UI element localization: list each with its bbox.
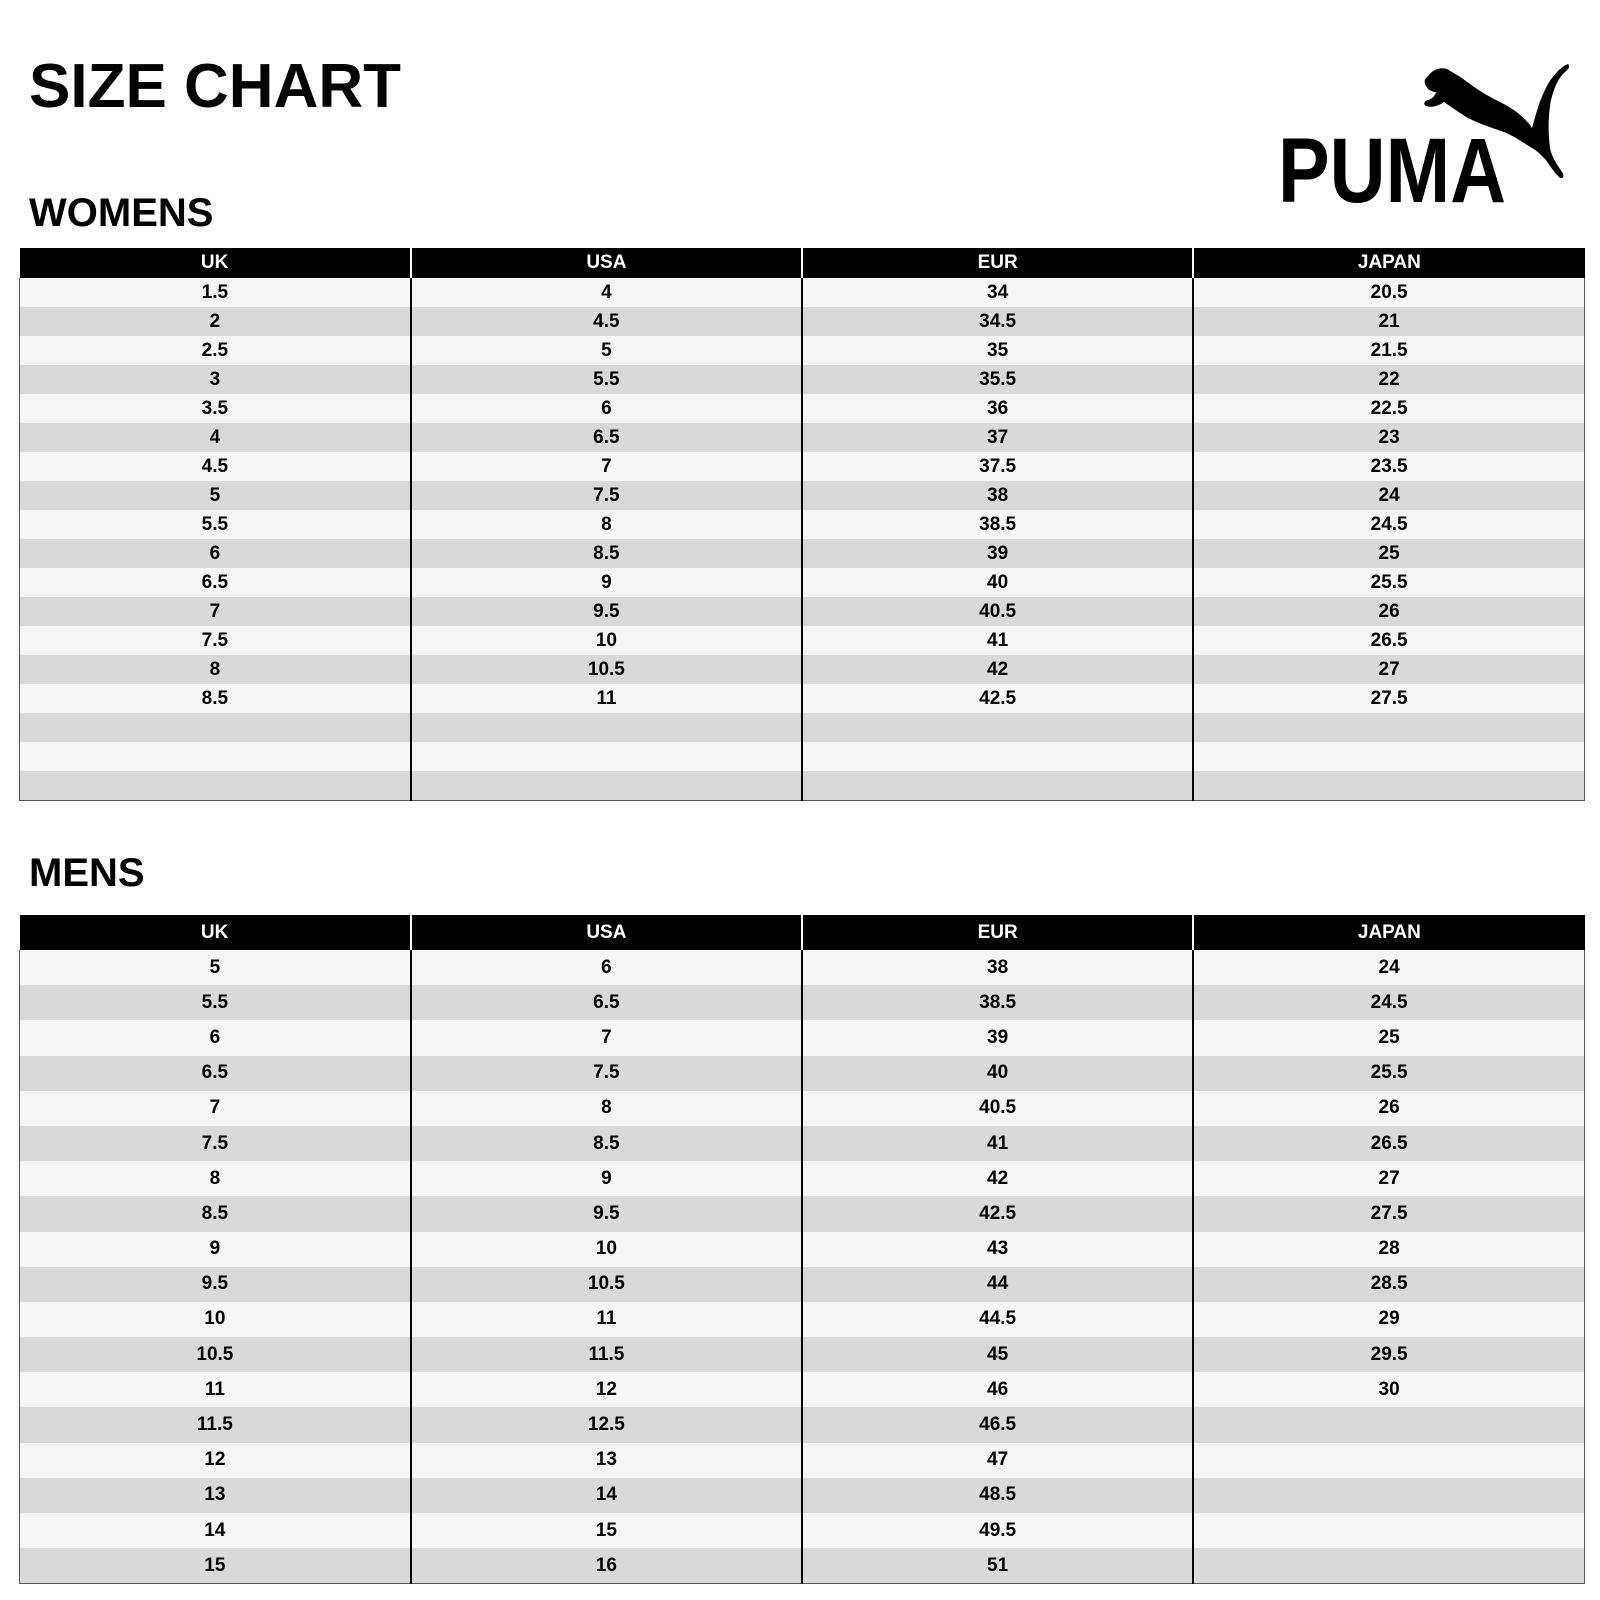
size-cell-usa: 14 <box>411 1478 802 1513</box>
size-cell-uk: 15 <box>20 1548 411 1583</box>
size-cell-uk: 8.5 <box>20 1196 411 1231</box>
size-cell-eur: 35 <box>802 336 1193 365</box>
size-cell-eur <box>802 771 1193 800</box>
size-cell-japan: 25 <box>1193 539 1584 568</box>
puma-logo <box>1278 62 1570 212</box>
size-cell-eur: 41 <box>802 1126 1193 1161</box>
size-cell-japan: 25.5 <box>1193 568 1584 597</box>
table-row <box>20 568 1585 597</box>
size-cell-japan: 21.5 <box>1193 336 1584 365</box>
size-cell-uk: 4 <box>20 423 411 452</box>
size-cell-eur: 43 <box>802 1232 1193 1267</box>
size-cell-uk <box>20 713 411 742</box>
size-cell-usa: 5.5 <box>411 365 802 394</box>
size-cell-uk: 11 <box>20 1372 411 1407</box>
size-cell-eur: 37.5 <box>802 452 1193 481</box>
table-row <box>20 1337 1585 1372</box>
size-cell-uk: 6.5 <box>20 568 411 597</box>
table-row <box>20 985 1585 1020</box>
size-cell-usa: 9.5 <box>411 597 802 626</box>
size-cell-eur: 44 <box>802 1267 1193 1302</box>
size-cell-japan: 22 <box>1193 365 1584 394</box>
table-row <box>20 1126 1585 1161</box>
size-cell-usa: 11 <box>411 1302 802 1337</box>
size-cell-usa: 4 <box>411 278 802 307</box>
table-row <box>20 278 1585 307</box>
mens-size-table <box>19 915 1585 1584</box>
size-cell-uk: 6 <box>20 1020 411 1055</box>
size-cell-uk <box>20 742 411 771</box>
size-cell-usa: 4.5 <box>411 307 802 336</box>
table-row <box>20 307 1585 336</box>
size-cell-usa: 11.5 <box>411 1337 802 1372</box>
size-cell-japan: 23.5 <box>1193 452 1584 481</box>
table-row <box>20 1091 1585 1126</box>
size-cell-uk: 8 <box>20 1161 411 1196</box>
column-header: EUR <box>802 248 1193 278</box>
size-cell-uk: 8.5 <box>20 684 411 713</box>
size-cell-usa: 9 <box>411 568 802 597</box>
size-cell-eur: 40.5 <box>802 597 1193 626</box>
size-cell-uk: 4.5 <box>20 452 411 481</box>
size-cell-uk: 5.5 <box>20 510 411 539</box>
size-cell-japan: 29 <box>1193 1302 1584 1337</box>
size-cell-japan: 28.5 <box>1193 1267 1584 1302</box>
table-row <box>20 742 1585 771</box>
size-cell-eur: 34 <box>802 278 1193 307</box>
size-cell-japan <box>1193 742 1584 771</box>
table-row <box>20 1056 1585 1091</box>
size-cell-uk: 3 <box>20 365 411 394</box>
table-row <box>20 655 1585 684</box>
size-cell-uk: 9.5 <box>20 1267 411 1302</box>
page-title: SIZE CHART <box>29 52 401 121</box>
size-cell-usa: 8 <box>411 1091 802 1126</box>
table-row <box>20 713 1585 742</box>
table-header-row <box>20 915 1585 950</box>
size-cell-usa: 16 <box>411 1548 802 1583</box>
table-row <box>20 1196 1585 1231</box>
table-row <box>20 684 1585 713</box>
size-cell-uk: 7.5 <box>20 626 411 655</box>
size-cell-japan: 26 <box>1193 597 1584 626</box>
mens-table-body <box>20 950 1585 1583</box>
size-cell-japan: 30 <box>1193 1372 1584 1407</box>
size-cell-uk: 8 <box>20 655 411 684</box>
size-cell-usa: 6.5 <box>411 985 802 1020</box>
table-row <box>20 1267 1585 1302</box>
size-cell-japan: 26.5 <box>1193 626 1584 655</box>
size-cell-usa: 10 <box>411 626 802 655</box>
table-row <box>20 365 1585 394</box>
size-cell-uk: 13 <box>20 1478 411 1513</box>
table-row <box>20 510 1585 539</box>
table-row <box>20 1443 1585 1478</box>
size-cell-eur: 34.5 <box>802 307 1193 336</box>
table-row <box>20 1372 1585 1407</box>
size-cell-japan <box>1193 1407 1584 1442</box>
size-cell-usa: 6 <box>411 394 802 423</box>
size-cell-uk: 7.5 <box>20 1126 411 1161</box>
size-cell-uk: 7 <box>20 1091 411 1126</box>
size-cell-japan: 27.5 <box>1193 1196 1584 1231</box>
size-cell-eur: 38.5 <box>802 985 1193 1020</box>
size-cell-uk: 10.5 <box>20 1337 411 1372</box>
size-cell-uk <box>20 771 411 800</box>
size-cell-eur: 39 <box>802 539 1193 568</box>
size-cell-eur: 46 <box>802 1372 1193 1407</box>
size-cell-uk: 5.5 <box>20 985 411 1020</box>
size-cell-uk: 1.5 <box>20 278 411 307</box>
column-header: JAPAN <box>1193 248 1584 278</box>
size-cell-eur: 37 <box>802 423 1193 452</box>
size-cell-japan: 22.5 <box>1193 394 1584 423</box>
column-header: JAPAN <box>1193 915 1584 950</box>
size-cell-eur: 44.5 <box>802 1302 1193 1337</box>
womens-table-body <box>20 278 1585 800</box>
table-row <box>20 771 1585 800</box>
table-row <box>20 1302 1585 1337</box>
size-cell-eur: 38.5 <box>802 510 1193 539</box>
table-row <box>20 394 1585 423</box>
table-row <box>20 950 1585 985</box>
size-cell-japan: 24.5 <box>1193 510 1584 539</box>
size-cell-uk: 9 <box>20 1232 411 1267</box>
size-cell-japan: 26 <box>1193 1091 1584 1126</box>
table-row <box>20 1232 1585 1267</box>
column-header: USA <box>411 915 802 950</box>
size-cell-usa: 8.5 <box>411 539 802 568</box>
size-cell-usa: 9 <box>411 1161 802 1196</box>
table-row <box>20 1407 1585 1442</box>
size-cell-uk: 2 <box>20 307 411 336</box>
size-cell-usa: 10 <box>411 1232 802 1267</box>
table-row <box>20 452 1585 481</box>
table-row <box>20 336 1585 365</box>
table-row <box>20 539 1585 568</box>
size-cell-usa: 6.5 <box>411 423 802 452</box>
size-cell-usa <box>411 771 802 800</box>
womens-heading: WOMENS <box>29 191 214 235</box>
size-cell-eur: 36 <box>802 394 1193 423</box>
size-cell-eur: 42.5 <box>802 1196 1193 1231</box>
size-cell-japan: 24 <box>1193 481 1584 510</box>
size-cell-eur: 45 <box>802 1337 1193 1372</box>
table-row <box>20 1513 1585 1548</box>
size-cell-japan: 24 <box>1193 950 1584 985</box>
column-header: USA <box>411 248 802 278</box>
size-cell-japan: 25 <box>1193 1020 1584 1055</box>
table-row <box>20 423 1585 452</box>
size-cell-usa: 8 <box>411 510 802 539</box>
size-cell-usa: 13 <box>411 1443 802 1478</box>
size-cell-japan: 21 <box>1193 307 1584 336</box>
size-cell-japan <box>1193 771 1584 800</box>
size-cell-uk: 3.5 <box>20 394 411 423</box>
size-cell-eur: 46.5 <box>802 1407 1193 1442</box>
size-cell-eur: 40.5 <box>802 1091 1193 1126</box>
size-cell-eur: 49.5 <box>802 1513 1193 1548</box>
size-cell-usa: 7.5 <box>411 1056 802 1091</box>
size-cell-usa: 10.5 <box>411 1267 802 1302</box>
size-cell-japan: 27.5 <box>1193 684 1584 713</box>
size-cell-japan <box>1193 1478 1584 1513</box>
table-header-row <box>20 248 1585 278</box>
size-cell-japan: 20.5 <box>1193 278 1584 307</box>
size-cell-usa: 12 <box>411 1372 802 1407</box>
size-cell-uk: 10 <box>20 1302 411 1337</box>
size-cell-japan: 27 <box>1193 655 1584 684</box>
brand-wordmark: PUMA <box>1278 120 1506 212</box>
size-cell-usa <box>411 713 802 742</box>
size-cell-eur <box>802 713 1193 742</box>
mens-heading: MENS <box>29 851 145 895</box>
size-cell-eur: 47 <box>802 1443 1193 1478</box>
size-cell-eur: 35.5 <box>802 365 1193 394</box>
size-cell-usa: 8.5 <box>411 1126 802 1161</box>
size-cell-japan <box>1193 713 1584 742</box>
size-cell-eur: 38 <box>802 481 1193 510</box>
size-cell-eur: 39 <box>802 1020 1193 1055</box>
size-cell-japan <box>1193 1443 1584 1478</box>
table-row <box>20 1161 1585 1196</box>
size-cell-usa: 12.5 <box>411 1407 802 1442</box>
column-header: UK <box>20 915 411 950</box>
size-cell-uk: 5 <box>20 481 411 510</box>
size-cell-japan: 26.5 <box>1193 1126 1584 1161</box>
size-cell-uk: 7 <box>20 597 411 626</box>
size-cell-eur: 41 <box>802 626 1193 655</box>
size-cell-usa: 6 <box>411 950 802 985</box>
size-cell-uk: 12 <box>20 1443 411 1478</box>
size-cell-japan: 23 <box>1193 423 1584 452</box>
size-cell-uk: 11.5 <box>20 1407 411 1442</box>
table-row <box>20 1020 1585 1055</box>
size-cell-eur <box>802 742 1193 771</box>
size-cell-eur: 40 <box>802 1056 1193 1091</box>
table-row <box>20 1548 1585 1583</box>
size-cell-japan <box>1193 1548 1584 1583</box>
size-cell-usa: 7.5 <box>411 481 802 510</box>
size-cell-japan: 27 <box>1193 1161 1584 1196</box>
size-cell-eur: 42 <box>802 1161 1193 1196</box>
size-cell-uk: 14 <box>20 1513 411 1548</box>
column-header: EUR <box>802 915 1193 950</box>
size-cell-japan: 29.5 <box>1193 1337 1584 1372</box>
size-cell-japan <box>1193 1513 1584 1548</box>
table-row <box>20 597 1585 626</box>
size-cell-uk: 2.5 <box>20 336 411 365</box>
size-cell-eur: 48.5 <box>802 1478 1193 1513</box>
size-cell-japan: 25.5 <box>1193 1056 1584 1091</box>
size-cell-eur: 51 <box>802 1548 1193 1583</box>
table-row <box>20 1478 1585 1513</box>
size-cell-usa: 15 <box>411 1513 802 1548</box>
size-cell-usa: 5 <box>411 336 802 365</box>
size-cell-uk: 6 <box>20 539 411 568</box>
size-cell-usa: 10.5 <box>411 655 802 684</box>
size-cell-eur: 42.5 <box>802 684 1193 713</box>
size-cell-uk: 6.5 <box>20 1056 411 1091</box>
column-header: UK <box>20 248 411 278</box>
size-cell-usa: 7 <box>411 452 802 481</box>
size-cell-uk: 5 <box>20 950 411 985</box>
size-cell-eur: 38 <box>802 950 1193 985</box>
size-cell-japan: 24.5 <box>1193 985 1584 1020</box>
size-cell-usa: 11 <box>411 684 802 713</box>
size-cell-eur: 40 <box>802 568 1193 597</box>
size-cell-eur: 42 <box>802 655 1193 684</box>
womens-size-table <box>19 248 1585 801</box>
table-row <box>20 626 1585 655</box>
table-row <box>20 481 1585 510</box>
size-cell-japan: 28 <box>1193 1232 1584 1267</box>
size-cell-usa: 7 <box>411 1020 802 1055</box>
size-cell-usa: 9.5 <box>411 1196 802 1231</box>
size-cell-usa <box>411 742 802 771</box>
